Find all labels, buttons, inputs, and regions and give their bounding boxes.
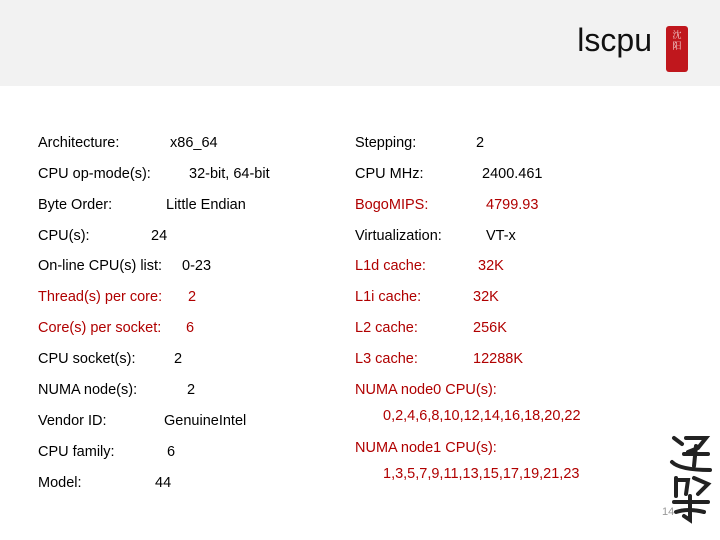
cpu-sockets-value: 2 xyxy=(174,351,183,367)
vendor-id-label: Vendor ID: xyxy=(38,413,107,429)
page-number: 14 xyxy=(662,506,675,518)
numa-nodes-label: NUMA node(s): xyxy=(38,382,138,398)
cores-per-socket-label: Core(s) per socket: xyxy=(38,320,162,336)
online-cpus-label: On-line CPU(s) list: xyxy=(38,258,163,274)
stepping-label: Stepping: xyxy=(355,135,417,151)
architecture-value: x86_64 xyxy=(170,135,218,151)
cpus-value: 24 xyxy=(151,228,168,244)
seal-icon: 沈 阳 xyxy=(666,26,688,72)
threads-per-core-label: Thread(s) per core: xyxy=(38,289,163,305)
l2-cache-value: 256K xyxy=(473,320,507,336)
bogomips-value: 4799.93 xyxy=(486,197,539,213)
cpu-sockets-label: CPU socket(s): xyxy=(38,351,136,367)
cpu-family-value: 6 xyxy=(167,444,176,460)
numa-node1-label: NUMA node1 CPU(s): xyxy=(355,440,497,456)
threads-per-core-value: 2 xyxy=(188,289,197,305)
vendor-id-value: GenuineIntel xyxy=(164,413,247,429)
cpu-op-mode-label: CPU op-mode(s): xyxy=(38,166,151,182)
model-value: 44 xyxy=(155,475,172,491)
calligraphy-logo-icon xyxy=(668,432,714,526)
l1d-cache-label: L1d cache: xyxy=(355,258,426,274)
byte-order-label: Byte Order: xyxy=(38,197,113,213)
slide-title: lscpu xyxy=(577,22,652,58)
architecture-label: Architecture: xyxy=(38,135,120,151)
cpu-family-label: CPU family: xyxy=(38,444,115,460)
numa-node0-cpu-list: 0,2,4,6,8,10,12,14,16,18,20,22 xyxy=(383,408,581,424)
cores-per-socket-value: 6 xyxy=(186,320,195,336)
cpu-mhz-label: CPU MHz: xyxy=(355,166,424,182)
byte-order-value: Little Endian xyxy=(166,197,246,213)
l1i-cache-label: L1i cache: xyxy=(355,289,422,305)
stepping-value: 2 xyxy=(476,135,485,151)
virtualization-value: VT-x xyxy=(486,228,516,244)
online-cpus-value: 0-23 xyxy=(182,258,212,274)
model-label: Model: xyxy=(38,475,82,491)
cpu-mhz-value: 2400.461 xyxy=(482,166,543,182)
l2-cache-label: L2 cache: xyxy=(355,320,418,336)
bogomips-label: BogoMIPS: xyxy=(355,197,429,213)
numa-node0-label: NUMA node0 CPU(s): xyxy=(355,382,497,398)
virtualization-label: Virtualization: xyxy=(355,228,442,244)
numa-nodes-value: 2 xyxy=(187,382,196,398)
cpus-label: CPU(s): xyxy=(38,228,90,244)
l3-cache-label: L3 cache: xyxy=(355,351,418,367)
l1i-cache-value: 32K xyxy=(473,289,499,305)
l1d-cache-value: 32K xyxy=(478,258,504,274)
numa-node1-cpu-list: 1,3,5,7,9,11,13,15,17,19,21,23 xyxy=(383,466,580,482)
l3-cache-value: 12288K xyxy=(473,351,523,367)
cpu-op-mode-value: 32-bit, 64-bit xyxy=(189,166,270,182)
